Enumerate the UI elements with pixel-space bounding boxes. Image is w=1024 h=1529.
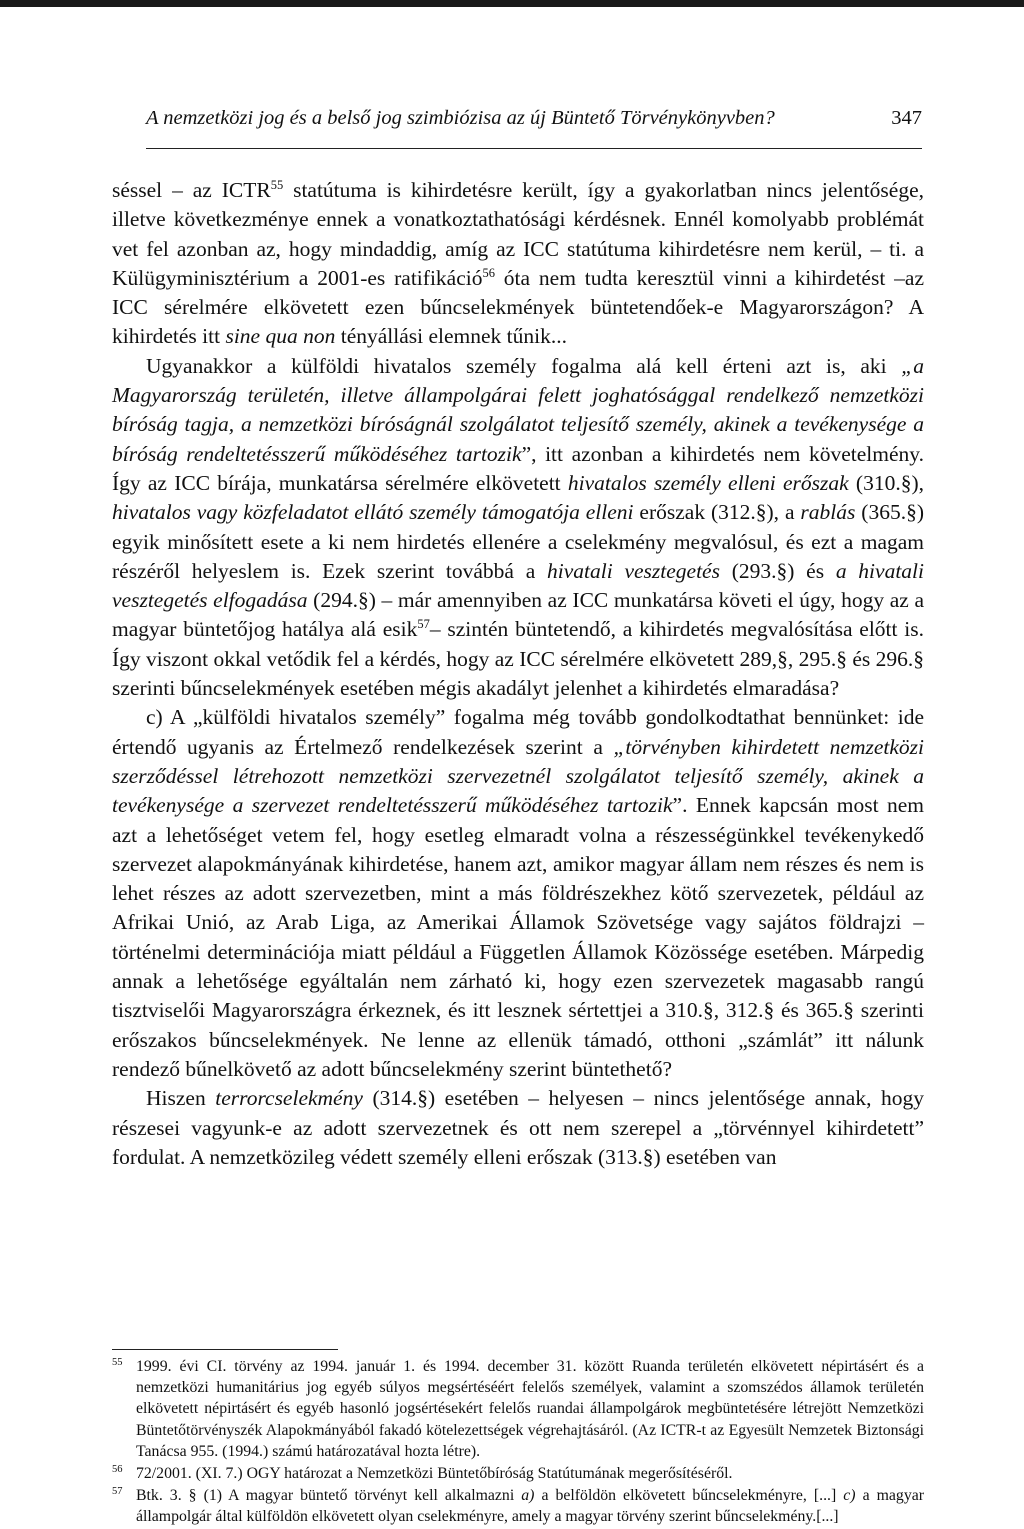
italic-text: hivatali vesztegetés bbox=[547, 558, 720, 583]
italic-text: a) bbox=[521, 1487, 535, 1505]
footnote bbox=[112, 1463, 924, 1484]
text-run: ”, itt azonban a kihirdetés nem követelmény. Így az ICC bírája, munkatársa sérelmére elkövetett bbox=[112, 441, 924, 495]
text-run: tényállási elemnek tűnik... bbox=[335, 324, 568, 349]
text-run: ”. Ennek kapcsán most nem azt a lehetőséget vetem fel, hogy esetleg elmaradt volna a részességünkkel tevékenykedő szervezet alapokmányának kihirdetése, hanem azt, amikor magyar állam nem részes és nem is lehet részes az adott szervezetben, mint a más földrészekhez kötő szervezetek, például az Afrikai Unió, az Arab Liga, az Amerikai Államok Szövetsége vagy sajátos földrajzi –történelmi determinációja miatt például a Független Államok Közössége esetében. Márpedig annak a lehetősége egyáltalán nem zárható ki, hogy ezen szervezetek magasabb rangú tisztviselői Magyarországra érkeznek, és itt lesznek sértettjei a 310.§, 312.§ és 365.§ szerinti erőszakos bűncselekmények. Ne lenne az ellenük támadó, otthoni „számlát” itt nálunk rendező bűnelkövető az adott bűncselekmény szerint büntethető? bbox=[112, 793, 924, 1081]
italic-text: terrorcselekmény bbox=[215, 1086, 363, 1111]
italic-text: c) bbox=[843, 1487, 856, 1505]
header-rule bbox=[146, 148, 922, 149]
footnote-ref: 55 bbox=[270, 177, 284, 192]
main-text bbox=[112, 176, 924, 1172]
footnote-number: 55 bbox=[112, 1357, 123, 1368]
footnote-number: 57 bbox=[112, 1486, 123, 1498]
footnote-ref: 57 bbox=[417, 617, 430, 632]
footnote-separator bbox=[112, 1349, 338, 1350]
text-run: Btk. 3. § (1) A magyar büntető törvényt kell alkalmazni bbox=[136, 1487, 522, 1505]
text-run: Hiszen bbox=[146, 1086, 216, 1111]
italic-text: hivatalos vagy közfeladatot ellátó személy támogatója elleni bbox=[112, 500, 634, 525]
footnote bbox=[112, 1356, 924, 1462]
footnote-text bbox=[136, 1463, 924, 1484]
text-run: a magyar állampolgár által külföldön elkövetett olyan cselekményre, amely a magyar törvény szerint bűncselekmény.[...] bbox=[136, 1487, 924, 1526]
text-run: (310.§), bbox=[848, 470, 924, 495]
italic-text: „a Magyarország területén, illetve állampolgárai felett joghatósággal rendelkező nemzetközi bíróság tagja, a nemzetközi bíróságnál szolgálatot teljesítő személy, akinek a tevékenysége a bíróság rendeltetésszerű működéséhez tartozik bbox=[112, 353, 924, 466]
text-run: (314.§) esetében – helyesen – nincs jelentősége annak, hogy részesei vagyunk-e az adott szervezetnek és ott nem szerepel a „törvénnyel kihirdetett” fordulat. A nemzetközileg védett személy elleni erőszak (313.§) esetében van bbox=[112, 1086, 924, 1169]
footnote-text bbox=[136, 1485, 924, 1527]
footnote-number: 56 bbox=[112, 1464, 123, 1476]
text-run: séssel – az ICTR bbox=[112, 178, 271, 202]
page-number: 347 bbox=[891, 107, 922, 129]
text-run: 72/2001. (XI. 7.) OGY határozat a Nemzetközi Büntetőbíróság Statútumának megerősítéséről. bbox=[136, 1465, 733, 1483]
paragraph bbox=[112, 352, 924, 704]
italic-text: hivatalos személy elleni erőszak bbox=[567, 470, 849, 495]
running-header bbox=[146, 107, 922, 130]
footnote bbox=[112, 1485, 924, 1527]
running-title: A nemzetközi jog és a belső jog szimbiózisa az új Büntető Törvénykönyvben? bbox=[146, 107, 775, 129]
text-run: óta nem tudta keresztül vinni a kihirdetést –az ICC sérelmére elkövetett ezen bűncselekmények büntetendőek-e Magyarországon? A kihirdetés itt bbox=[112, 265, 924, 349]
text-run: 1999. évi CI. törvény az 1994. január 1. és 1994. december 31. között Ruanda területén elkövetett népirtásért és a nemzetközi humanitárius jog egyéb súlyos megsértéséért felelős személyek, valamint a szomszédos államok területén elkövetett népirtásért és egyéb hasonló jogsértésekért felelős ruandai állampolgárok megbüntetésére létrejött Nemzetközi Büntetőtörvényszék Alapokmányából fakadó kötelezettségek végrehajtásáról. (Az ICTR-t az Egyesült Nemzetek Biztonsági Tanácsa 955. (1994.) számú határozatával hozta létre). bbox=[136, 1358, 924, 1460]
footnotes bbox=[112, 1356, 924, 1529]
italic-text: sine qua non bbox=[225, 324, 336, 349]
text-run: (294.§) – már amennyiben az ICC munkatársa követi el úgy, hogy az a magyar büntetőjog hatálya alá esik bbox=[112, 588, 924, 642]
italic-text: „törvényben kihirdetett nemzetközi szerződéssel létrehozott nemzetközi szervezetnél szolgálatot teljesítő személy, akinek a tevékenysége a szervezet rendeltetésszerű működéséhez tartozik bbox=[112, 734, 925, 818]
italic-text: a hivatali vesztegetés elfogadása bbox=[112, 558, 924, 613]
footnote-text bbox=[136, 1356, 924, 1462]
page-top-border bbox=[0, 0, 1024, 7]
text-run: (293.§) és bbox=[719, 558, 836, 583]
text-run: erőszak (312.§), a bbox=[633, 500, 801, 525]
paragraph bbox=[112, 703, 924, 1084]
text-run: Ugyanakkor a külföldi hivatalos személy fogalma alá kell érteni azt is, aki bbox=[146, 353, 902, 378]
paragraph bbox=[112, 1084, 924, 1172]
italic-text: rablás bbox=[800, 500, 856, 525]
footnote-ref: 56 bbox=[482, 265, 495, 280]
text-run: (365.§) egyik minősített esete a ki nem hirdetés ellenére a cselekmény megvalósul, és ezt a magam részéről helyeslem is. Ezek szerint továbbá a bbox=[112, 500, 924, 583]
text-run: – szintén büntetendő, a kihirdetés megvalósítása előtt is. Így viszont okkal vetődik fel a kérdés, hogy az ICC sérelmére elkövetett 289,§, 295.§ és 296.§ szerinti bűncselekmények esetében mégis akadályt jelenhet a kihirdetés elmaradása? bbox=[112, 617, 925, 701]
paragraph bbox=[112, 176, 924, 352]
text-run: a belföldön elkövetett bűncselekményre, [...] bbox=[534, 1487, 844, 1505]
text-run: statútuma is kihirdetésre került, így a gyakorlatban nincs jelentősége, illetve következménye ennek a vonatkoztathatósági kérdésnek. Ennél komolyabb problémát vet fel azonban az, hogy mindaddig, amíg az ICC statútuma kihirdetésre nem kerül, – ti. a Külügyminisztérium a 2001-es ratifikáció bbox=[112, 178, 925, 290]
text-run: c) A „külföldi hivatalos személy” fogalma még tovább gondolkodtathat bennünket: ide értendő ugyanis az Értelmező rendelkezések szerint a bbox=[112, 705, 924, 759]
